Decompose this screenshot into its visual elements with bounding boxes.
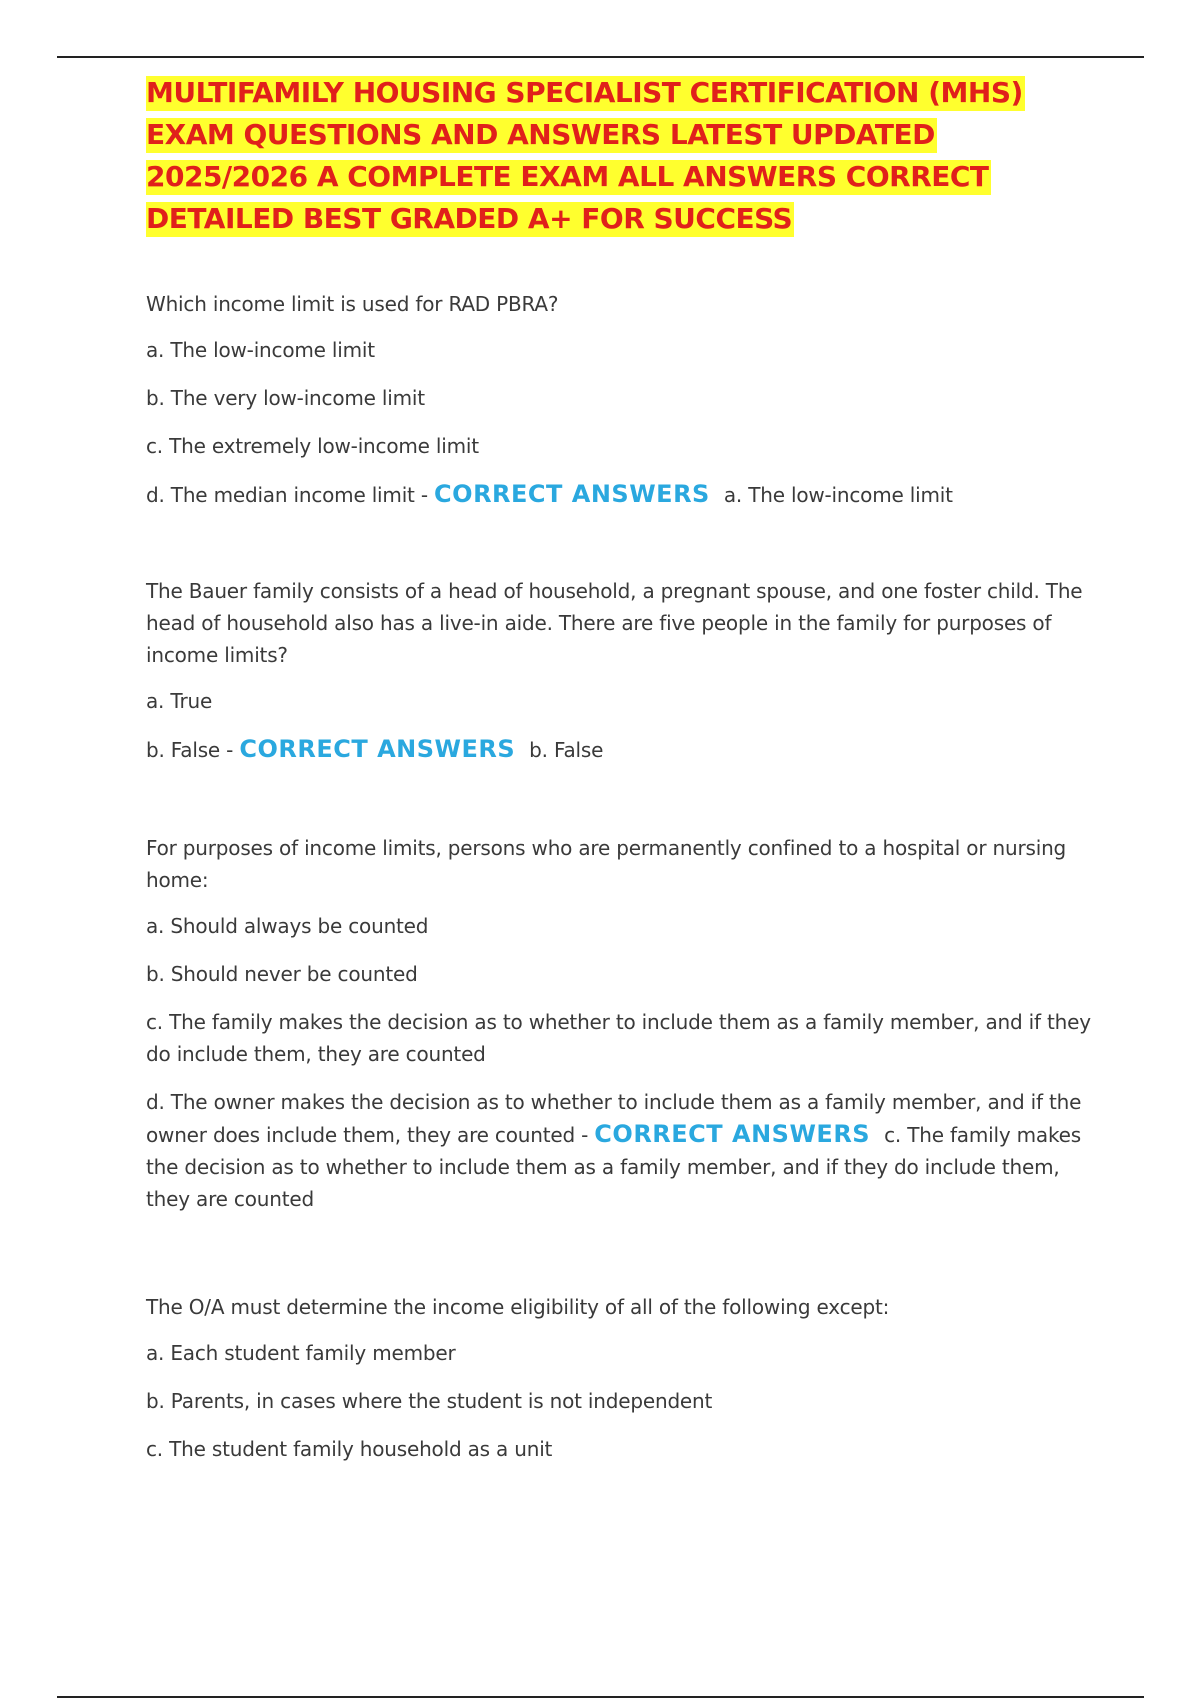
answer-option-last — [146, 478, 1091, 511]
answer-option: b. Should never be counted — [146, 962, 418, 986]
question-2 — [146, 575, 1091, 766]
question-stem: The Bauer family consists of a head of household, a pregnant spouse, and one foster child. The head of household also has a live-in aide. There are five people in the family for purposes of income limits? — [146, 579, 1083, 667]
answer-option: a. True — [146, 689, 213, 713]
top-rule — [57, 56, 1144, 58]
correct-answers-label: CORRECT ANSWERS — [239, 735, 516, 763]
question-3 — [146, 832, 1091, 1215]
correct-answers-label: CORRECT ANSWERS — [434, 480, 710, 508]
question-stem: For purposes of income limits, persons who are permanently confined to a hospital or nursing home: — [146, 836, 1067, 892]
answer-option: a. The low-income limit — [146, 338, 375, 362]
correct-answer-text: c. The family makes the decision as to whether to include them as a family member, and if they do include them, they are counted — [146, 1123, 1081, 1211]
question-1 — [146, 288, 1091, 511]
title-highlight: MULTIFAMILY HOUSING SPECIALIST CERTIFICATION (MHS) EXAM QUESTIONS AND ANSWERS LATEST UPDATED 2025/2026 A COMPLETE EXAM ALL ANSWERS CORRECT DETAILED BEST GRADED A+ FOR SUCCESS — [146, 76, 1023, 235]
question-4 — [146, 1291, 1091, 1465]
correct-answer-text: b. False — [529, 738, 604, 762]
document-title — [146, 72, 1091, 240]
bottom-rule — [57, 1696, 1144, 1698]
answer-option: b. Parents, in cases where the student is not independent — [146, 1389, 713, 1413]
correct-answers-label: CORRECT ANSWERS — [594, 1120, 871, 1148]
option-text: b. False - — [146, 738, 234, 762]
option-text: d. The median income limit - — [146, 483, 428, 507]
document-page — [146, 72, 1091, 1481]
answer-option: a. Should always be counted — [146, 914, 429, 938]
correct-answer-text: a. The low-income limit — [723, 483, 953, 507]
answer-option: c. The family makes the decision as to whether to include them as a family member, and if they do include them, they are counted — [146, 1010, 1091, 1066]
answer-option: a. Each student family member — [146, 1341, 456, 1365]
answer-option: c. The extremely low-income limit — [146, 434, 479, 458]
answer-option: b. The very low-income limit — [146, 386, 425, 410]
answer-option-last — [146, 733, 1091, 766]
question-stem: Which income limit is used for RAD PBRA? — [146, 292, 559, 316]
answer-option: c. The student family household as a unit — [146, 1437, 553, 1461]
answer-option-last — [146, 1086, 1091, 1215]
question-stem: The O/A must determine the income eligibility of all of the following except: — [146, 1295, 890, 1319]
option-text: d. The owner makes the decision as to whether to include them as a family member, and if the owner does include them, they are counted - — [146, 1090, 1082, 1147]
